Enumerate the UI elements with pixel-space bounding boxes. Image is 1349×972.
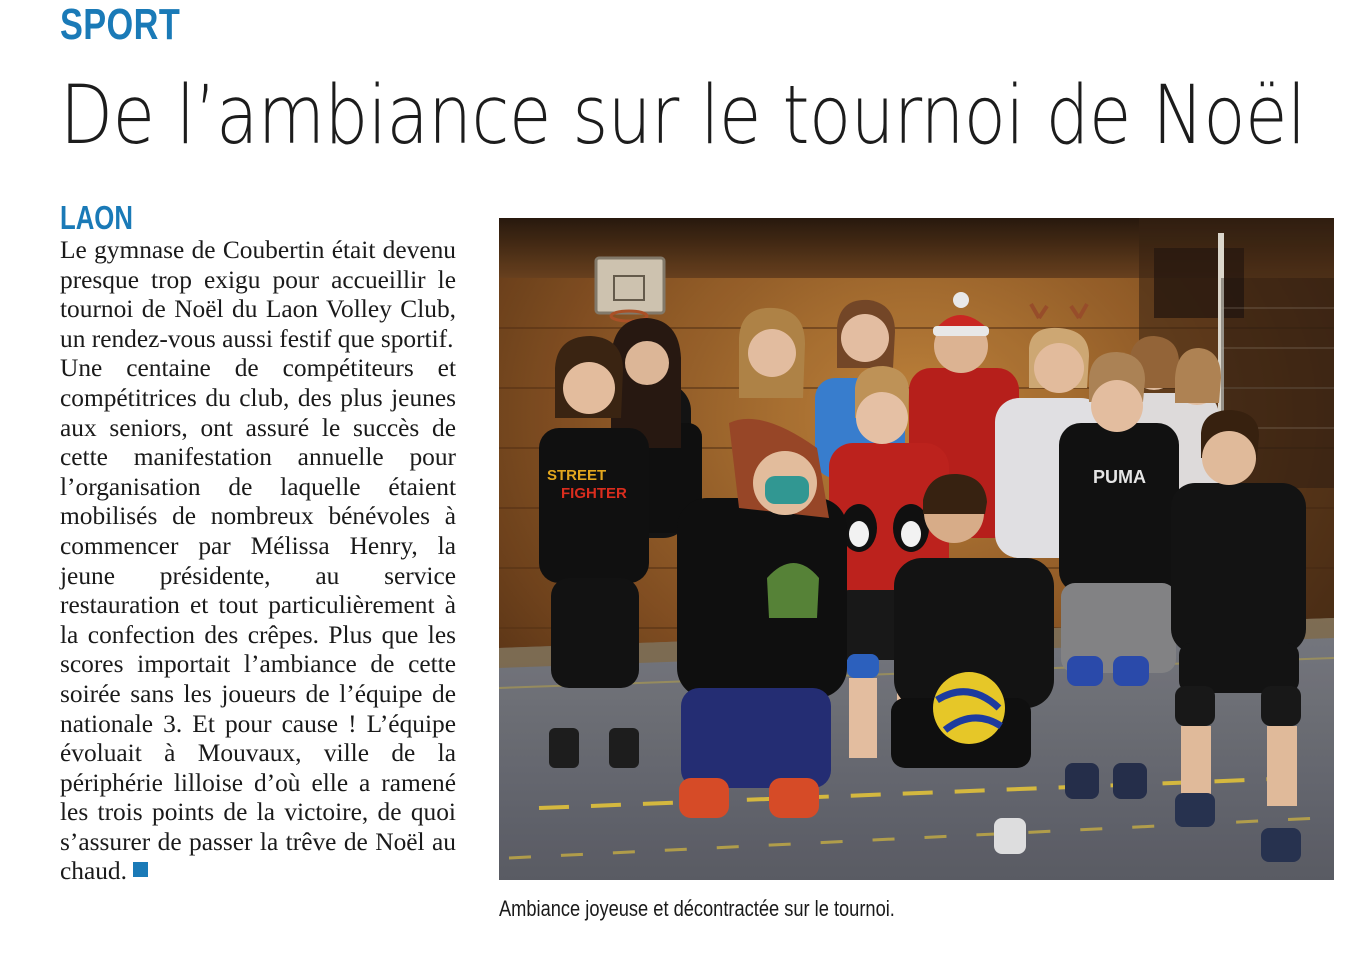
end-mark-icon <box>133 862 148 877</box>
article-paragraph-2 <box>60 354 456 887</box>
article-headline: De l’ambiance sur le tournoi de Noël <box>60 69 1306 163</box>
article-paragraph-1 <box>60 236 456 354</box>
paragraph-2-text: Une centaine de compétiteurs et compétitrices du club, des plus jeunes aux seniors, ont assuré le succès de cette manifestation annuelle pour l’organisation de laquelle étaient mobilisés de nombreux bénévoles à commencer par Mélissa Henry, la jeune présidente, au service restauration et tout particulièrement à la confection des crêpes. Plus que les scores importait l’ambiance de cette soirée sans les joueurs de l’équipe de nationale 3. Et pour cause ! L’équipe évoluait à Mouvaux, ville de la périphérie lilloise d’où elle a ramené les trois points de la victoire, de quoi s’assurer de passer la trêve de Noël au chaud. <box>60 354 456 886</box>
team-photo-illustration <box>499 218 1334 880</box>
team-photo <box>499 218 1334 880</box>
article-dateline: LAON <box>60 199 133 236</box>
article-body <box>60 236 456 887</box>
street-fighter-shirt-text-2: FIGHTER <box>561 485 627 502</box>
puma-shirt-text: PUMA <box>1093 467 1146 487</box>
section-rubric: SPORT <box>60 0 181 49</box>
paragraph-1-text: Le gymnase de Coubertin était devenu presque trop exigu pour accueillir le tournoi de Noël du Laon Volley Club, un rendez-vous aussi festif que sportif. <box>60 236 456 353</box>
street-fighter-shirt-text: STREET <box>547 467 607 484</box>
photo-caption: Ambiance joyeuse et décontractée sur le tournoi. <box>499 896 895 921</box>
